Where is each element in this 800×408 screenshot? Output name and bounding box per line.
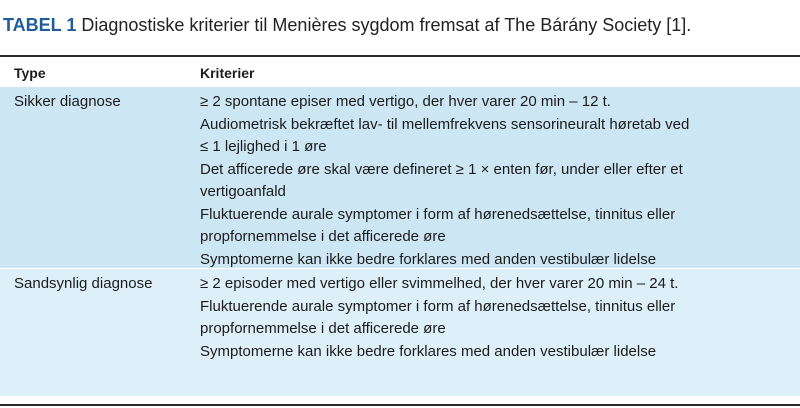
criterion-line: ≥ 2 spontane episer med vertigo, der hver varer 20 min – 12 t. [200, 93, 611, 110]
header-type: Type [14, 65, 46, 81]
row-criteria [200, 273, 770, 363]
header-criteria: Kriterier [200, 65, 255, 81]
criterion-line: Det afficerede øre skal være defineret ≥ 1 × enten før, under eller efter et [200, 160, 683, 178]
criterion-line: Symptomerne kan ikke bedre forklares med anden vestibulær lidelse [200, 342, 657, 360]
row-type: Sikker diagnose [14, 93, 121, 110]
criterion-line: Fluktuerende aurale symptomer i form af hørenedsættelse, tinnitus eller [200, 205, 676, 223]
criterion-line: Symptomerne kan ikke bedre forklares med anden vestibulær lidelse [200, 250, 657, 268]
table-title: Diagnostiske kriterier til Menières sygdom fremsat af The Bárány Society [1]. [81, 15, 692, 35]
bottom-rule [0, 404, 800, 406]
criterion-line: propfornemmelse i det afficerede øre [200, 320, 446, 337]
row-criteria [200, 91, 770, 271]
table-header [0, 57, 800, 87]
table-caption [0, 14, 800, 36]
table-row-sikker-diagnose [0, 87, 800, 268]
criterion-line: ≥ 2 episoder med vertigo eller svimmelhed, der hver varer 20 min – 24 t. [200, 275, 679, 292]
table-row-sandsynlig-diagnose [0, 268, 800, 396]
criterion-line: Audiometrisk bekræftet lav- til mellemfrekvens sensorineuralt høretab ved [200, 115, 690, 133]
table-label: TABEL 1 [3, 15, 77, 35]
criterion-line: Fluktuerende aurale symptomer i form af hørenedsættelse, tinnitus eller [200, 297, 676, 315]
criterion-line: vertigoanfald [200, 183, 286, 200]
row-type: Sandsynlig diagnose [14, 275, 153, 292]
criterion-line: ≤ 1 lejlighed i 1 øre [200, 138, 327, 155]
criterion-line: propfornemmelse i det afficerede øre [200, 228, 446, 245]
